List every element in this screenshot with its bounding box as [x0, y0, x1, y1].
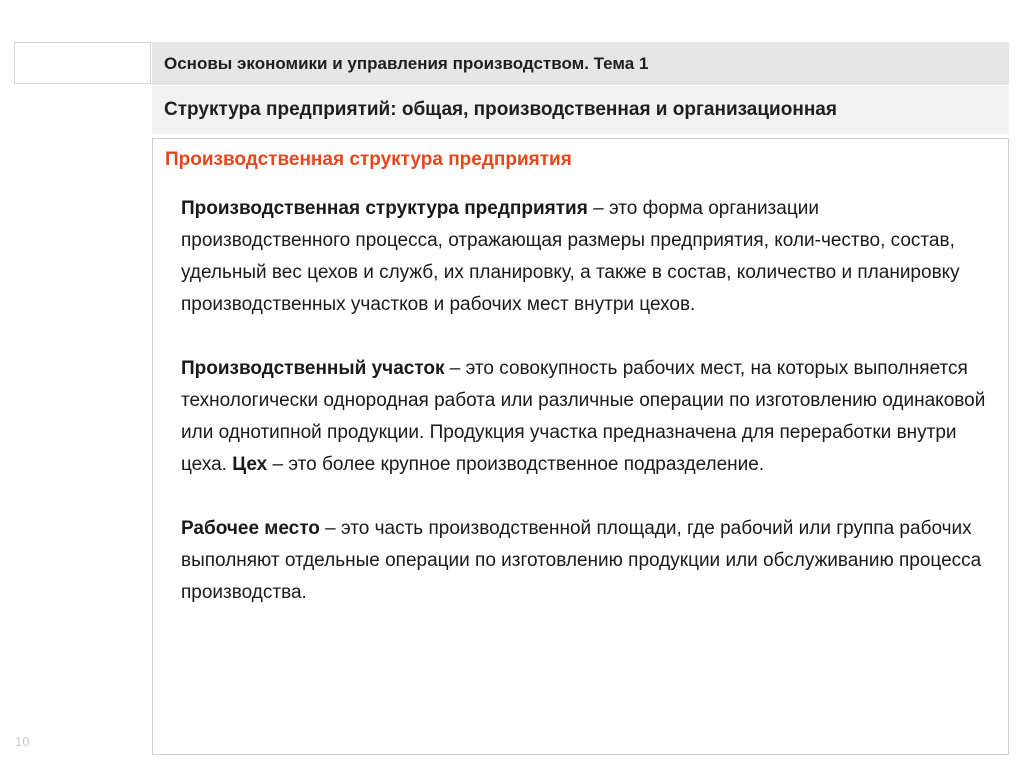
course-title: Основы экономики и управления производством. Тема 1	[164, 54, 649, 73]
term-workshop: Цех	[232, 454, 268, 475]
course-header	[152, 42, 1009, 85]
paragraph-production-site	[181, 353, 991, 481]
definition-production-site: – это совокупность рабочих мест, на которых выполняется технологически однородная работа или различные операции по изготовлению одинаковой или однотипной продукции. Продукция участка предназначена для переработки внутри цеха.	[181, 358, 986, 475]
definition-workplace: – это часть производственной площади, где рабочий или группа рабочих выполняют отдельные операции по изготовлению продукции или обслуживанию процесса производства.	[181, 518, 982, 603]
section-heading: Производственная структура предприятия	[165, 149, 572, 170]
corner-box	[14, 42, 151, 84]
slide-title: Структура предприятий: общая, производственная и организационная	[164, 99, 837, 120]
page-number: 10	[15, 734, 30, 749]
term-workplace: Рабочее место	[181, 518, 320, 539]
paragraph-workplace	[181, 513, 991, 609]
term-production-structure: Производственная структура предприятия	[181, 198, 588, 219]
definition-workshop: – это более крупное производственное подразделение.	[267, 454, 765, 475]
definition-production-structure: – это форма организации производственного процесса, отражающая размеры предприятия, коли-чество, состав, удельный вес цехов и служб, их планировку, а также в состав, количество и планировку производственных участков и рабочих мест внутри цехов.	[181, 198, 960, 315]
content-panel	[152, 138, 1009, 755]
body-text	[181, 193, 991, 641]
paragraph-production-structure	[181, 193, 991, 321]
term-production-site: Производственный участок	[181, 358, 445, 379]
slide-title-bar	[152, 86, 1009, 134]
